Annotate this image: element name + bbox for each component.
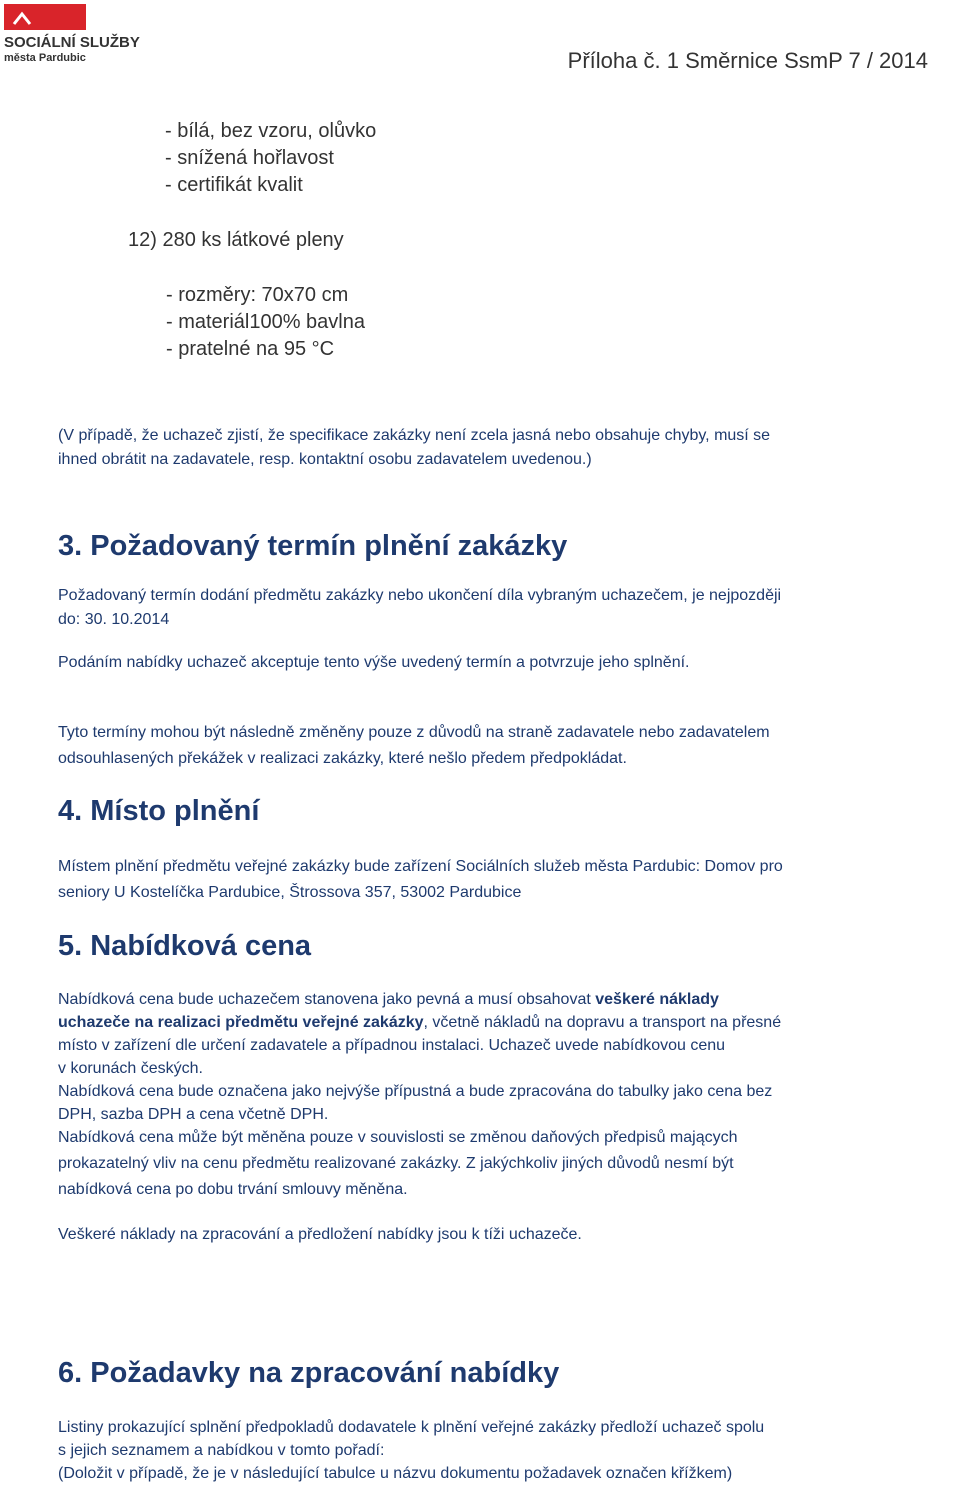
paragraph-line bbox=[58, 1014, 781, 1032]
note-line: ihned obrátit na zadavatele, resp. kontaktní osobu zadavatelem uvedenou.) bbox=[58, 451, 592, 468]
paragraph-line: v korunách českých. bbox=[58, 1060, 203, 1077]
section-5-heading: 5. Nabídková cena bbox=[58, 930, 312, 962]
paragraph-line: Veškeré náklady na zpracování a předložení nabídky jsou k tíži uchazeče. bbox=[58, 1226, 582, 1243]
paragraph-line: Místem plnění předmětu veřejné zakázky bude zařízení Sociálních služeb města Pardubic: Domov pro bbox=[58, 858, 783, 875]
note-line: (V případě, že uchazeč zjistí, že specifikace zakázky není zcela jasná nebo obsahuje chyby, musí se bbox=[58, 427, 771, 444]
section-6-heading: 6. Požadavky na zpracování nabídky bbox=[58, 1357, 560, 1389]
text-span: Nabídková cena bude uchazečem stanovena jako pevná a musí obsahovat bbox=[58, 991, 596, 1008]
paragraph-line: do: 30. 10.2014 bbox=[58, 611, 170, 628]
paragraph-line: (Doložit v případě, že je v následující tabulce u názvu dokumentu požadavek označen křížkem) bbox=[58, 1465, 733, 1482]
paragraph-line: Nabídková cena bude označena jako nejvýše přípustná a bude zpracována do tabulky jako cena bez bbox=[58, 1083, 773, 1100]
paragraph-line: místo v zařízení dle určení zadavatele a případnou instalaci. Uchazeč uvede nabídkovou cenu bbox=[58, 1037, 726, 1054]
paragraph-line: s jejich seznamem a nabídkou v tomto pořadí: bbox=[58, 1442, 385, 1459]
logo-graphic bbox=[4, 4, 86, 30]
list-item: - rozměry: 70x70 cm bbox=[166, 284, 349, 306]
paragraph-line: Nabídková cena může být měněna pouze v souvislosti se změnou daňových předpisů mających bbox=[58, 1129, 738, 1146]
paragraph-line: prokazatelný vliv na cenu předmětu realizované zakázky. Z jakýchkoliv jiných důvodů nesmí být bbox=[58, 1155, 734, 1172]
bold-span: uchazeče na realizaci předmětu veřejné zakázky bbox=[58, 1014, 424, 1031]
list-item: - snížená hořlavost bbox=[165, 147, 334, 169]
paragraph-line: DPH, sazba DPH a cena včetně DPH. bbox=[58, 1106, 329, 1123]
list-item: - pratelné na 95 °C bbox=[166, 338, 335, 360]
paragraph-line: nabídková cena po dobu trvání smlouvy měněna. bbox=[58, 1181, 408, 1198]
text-span: , včetně nákladů na dopravu a transport na přesné bbox=[423, 1014, 782, 1031]
paragraph-line: Tyto termíny mohou být následně změněny pouze z důvodů na straně zadavatele nebo zadavatelem bbox=[58, 724, 770, 741]
paragraph-line: odsouhlasených překážek v realizaci zakázky, které nešlo předem předpokládat. bbox=[58, 750, 627, 767]
logo-subtext: města Pardubic bbox=[4, 52, 86, 64]
document-reference: Příloha č. 1 Směrnice SsmP 7 / 2014 bbox=[567, 48, 928, 73]
list-item: - certifikát kvalit bbox=[165, 174, 303, 196]
logo bbox=[4, 4, 86, 30]
bold-span: veškeré náklady bbox=[595, 991, 719, 1008]
logo-text: SOCIÁLNÍ SLUŽBY bbox=[4, 34, 140, 51]
section-3-heading: 3. Požadovaný termín plnění zakázky bbox=[58, 530, 568, 562]
paragraph-line: Požadovaný termín dodání předmětu zakázky nebo ukončení díla vybraným uchazečem, je nejpozději bbox=[58, 587, 782, 604]
paragraph-line: Podáním nabídky uchazeč akceptuje tento výše uvedený termín a potvrzuje jeho splnění. bbox=[58, 654, 690, 671]
list-item: - bílá, bez vzoru, olůvko bbox=[165, 120, 377, 142]
item-12-title: 12) 280 ks látkové pleny bbox=[128, 229, 344, 251]
paragraph-line: seniory U Kostelíčka Pardubice, Štrossova 357, 53002 Pardubice bbox=[58, 884, 522, 901]
paragraph-line: Listiny prokazující splnění předpokladů dodavatele k plnění veřejné zakázky předloží uchazeč spolu bbox=[58, 1419, 765, 1436]
list-item: - materiál100% bavlna bbox=[166, 311, 365, 333]
paragraph-line bbox=[58, 991, 719, 1009]
section-4-heading: 4. Místo plnění bbox=[58, 795, 260, 827]
